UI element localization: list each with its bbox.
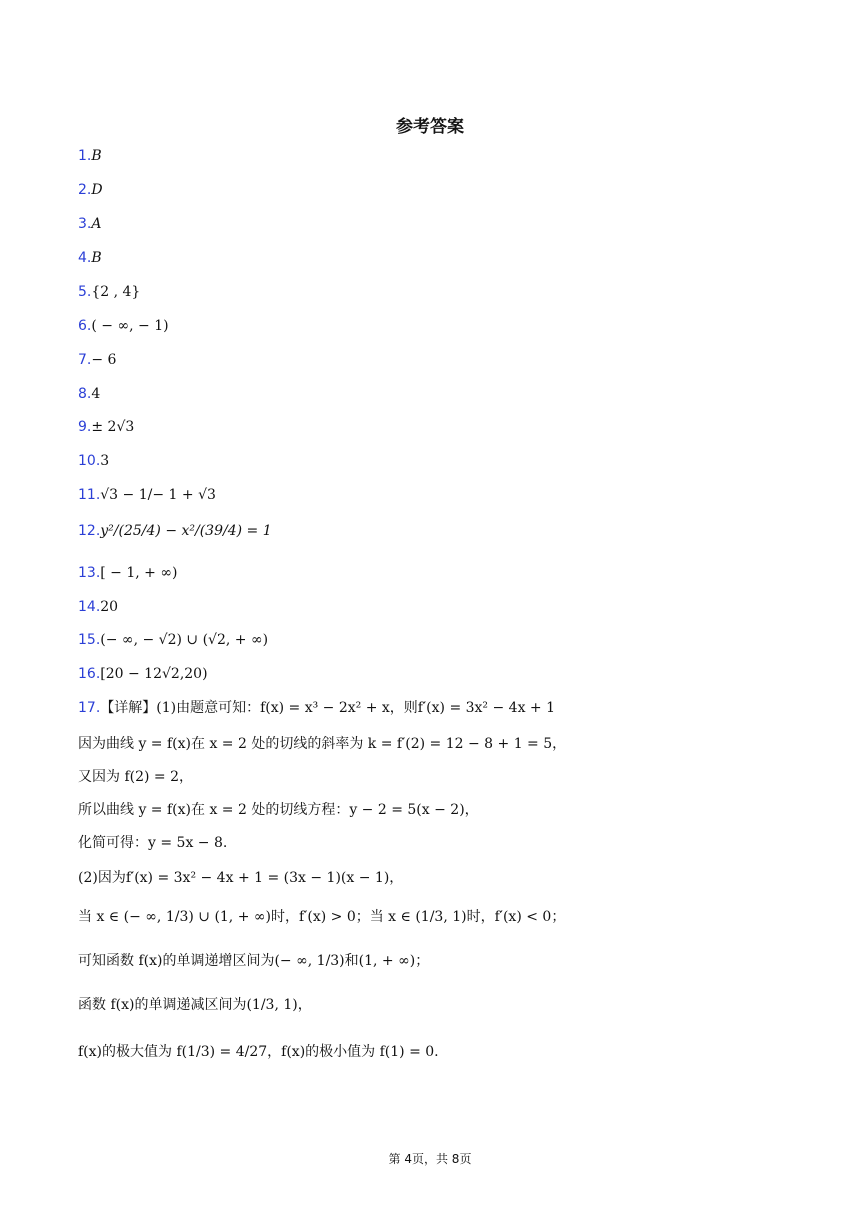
answer-value: B (91, 148, 102, 164)
answer-9 (78, 417, 134, 437)
answer-value: y²/(25/4) − x²/(39/4) = 1 (100, 523, 272, 539)
answer-value: {2 , 4} (91, 284, 141, 300)
q17-text: (1)由题意可知：f(x) = x³ − 2x² + x，则f′(x) = 3x² − 4x + 1 (156, 700, 556, 716)
answer-value: ( − ∞, − 1) (91, 318, 169, 334)
answer-5 (78, 282, 140, 302)
answer-number: 8. (78, 386, 92, 402)
answer-value: √3 − 1/− 1 + √3 (100, 487, 216, 503)
answer-7 (78, 350, 116, 370)
answer-value: 4 (91, 386, 101, 402)
answer-number: 3. (78, 216, 92, 232)
answer-2 (78, 180, 103, 200)
page-title: 参考答案 (396, 117, 464, 137)
answer-number: 14. (78, 599, 101, 615)
q17-line-3: 又因为 f(2) = 2， (78, 769, 194, 785)
answer-number: 4. (78, 250, 92, 266)
answer-number: 12. (78, 523, 101, 539)
answer-number: 9. (78, 419, 92, 435)
answer-number: 6. (78, 318, 92, 334)
answer-15 (78, 630, 268, 650)
answer-13 (78, 563, 177, 583)
answer-value: B (91, 250, 102, 266)
q17-line-5: 化简可得：y = 5x − 8. (78, 835, 228, 851)
answer-number: 2. (78, 182, 92, 198)
answer-value: 20 (100, 599, 119, 615)
answer-10 (78, 451, 109, 471)
answer-value: ± 2√3 (91, 419, 135, 435)
answer-1 (78, 146, 102, 166)
answer-number: 7. (78, 352, 92, 368)
q17-line-1 (78, 698, 555, 718)
answer-value: D (91, 182, 103, 198)
answer-number: 10. (78, 453, 101, 469)
answer-16 (78, 664, 208, 684)
answer-number: 5. (78, 284, 92, 300)
answer-value: A (91, 216, 102, 232)
answer-3 (78, 214, 101, 234)
answer-number: 15. (78, 632, 101, 648)
answer-12 (78, 521, 272, 541)
answer-value: (− ∞, − √2) ∪ (√2, + ∞) (100, 632, 269, 648)
answer-14 (78, 597, 118, 617)
answer-11 (78, 485, 216, 505)
answer-number: 11. (78, 487, 101, 503)
answer-number: 17. (78, 700, 101, 716)
answer-8 (78, 384, 100, 404)
q17-line-4: 所以曲线 y = f(x)在 x = 2 处的切线方程：y − 2 = 5(x − 2)， (78, 802, 479, 818)
answer-value: [ − 1, + ∞) (100, 565, 178, 581)
q17-line-6: (2)因为f′(x) = 3x² − 4x + 1 = (3x − 1)(x − 1)， (78, 870, 404, 886)
q17-line-2: 因为曲线 y = f(x)在 x = 2 处的切线的斜率为 k = f′(2) = 12 − 8 + 1 = 5， (78, 736, 567, 752)
q17-line-7: 当 x ∈ (− ∞, 1/3) ∪ (1, + ∞)时，f′(x) > 0；当 x ∈ (1/3, 1)时，f′(x) < 0； (78, 909, 566, 925)
answer-6 (78, 316, 169, 336)
answer-number: 16. (78, 666, 101, 682)
answer-value: − 6 (91, 352, 117, 368)
answer-value: 3 (100, 453, 110, 469)
answer-number: 1. (78, 148, 92, 164)
answer-4 (78, 248, 102, 268)
q17-tag: 【详解】 (100, 700, 157, 716)
q17-line-9: 函数 f(x)的单调递减区间为(1/3, 1)， (78, 997, 312, 1013)
answer-number: 13. (78, 565, 101, 581)
q17-line-10: f(x)的极大值为 f(1/3) = 4/27，f(x)的极小值为 f(1) = 0. (78, 1044, 439, 1060)
q17-line-8: 可知函数 f(x)的单调递增区间为(− ∞, 1/3)和(1, + ∞)； (78, 953, 430, 969)
page-footer: 第 4页，共 8页 (388, 1152, 472, 1166)
answer-value: [20 − 12√2,20) (100, 666, 208, 682)
